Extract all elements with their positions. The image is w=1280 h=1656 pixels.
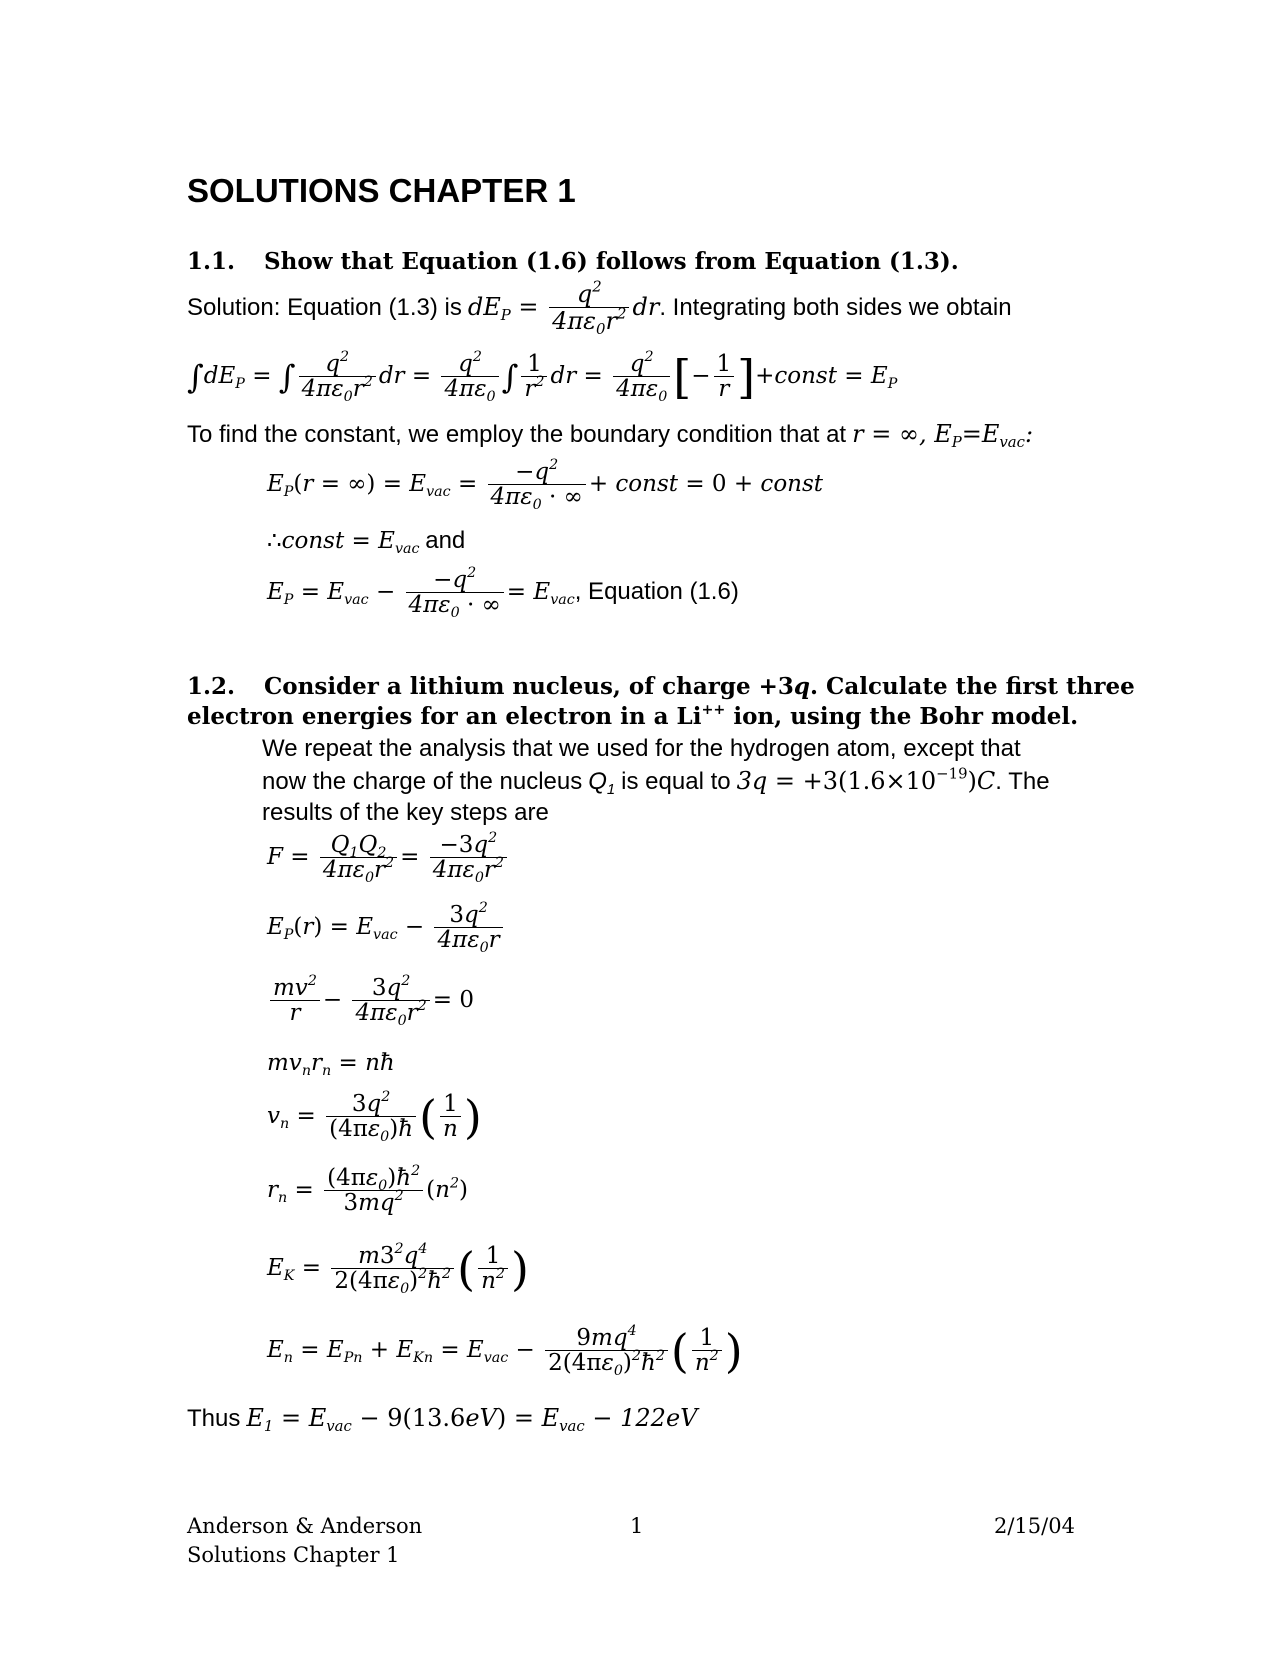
footer-date: 2/15/04 [994,1514,1075,1538]
problem-2-para-line3: results of the key steps are [262,799,549,826]
footer-page-number: 1 [630,1514,644,1538]
solution-intro-line [187,277,1012,339]
angular-momentum-equation: $mv_nr_n$ = nħ [267,1050,395,1079]
page-title: SOLUTIONS CHAPTER 1 [187,172,576,209]
force-equation: F = $\frac{Q_1Q_2}{4\pi\varepsilon_0r^2}$ = $\frac{-3q^2}{4\pi\varepsilon_0r^2}$ [267,833,510,883]
solution-intro-text: Solution: Equation (1.3) is [187,293,462,321]
result-value: 122eV [620,1404,698,1432]
kinetic-energy-equation: $E_K$ = $\frac{m3^2q^4}{2(4\pi\varepsilon_0)^2ħ^2}$ ( $\frac{1}{n^2}$ ) [267,1241,529,1298]
const-equation: ∴const = $E_{vac}$ and [267,527,466,557]
problem-2-heading-line2: electron energies for an electron in a Li++ ion, using the Bohr model. [187,702,1079,730]
integral-equation: $\int dE_P$ = ∫ $\frac{q^2}{4\pi\varepsilon_0r^2}$ dr = $\frac{q^2}{4\pi\varepsilon_0}$ ∫ $\frac{1}{r^2}$ dr = $\frac{q^2}{4\pi\varepsilon_0}$ [− $\frac{1}{r}$ ]+const = $E_P$ [187,349,898,406]
integrating-text: . Integrating both sides we obtain [659,293,1012,321]
problem-1-title: Show that Equation (1.6) follows from Equation (1.3). [264,248,959,275]
boundary-equation: $E_P(r$ = ∞) = $E_{vac}$ = $\frac{-q^2}{4\pi\varepsilon_0 \cdot \infty}$ + const = 0 + const [267,457,824,514]
equation-1-3: $dE_P$ = $\frac{q^2}{4\pi\varepsilon_0r^2}$ dr [467,277,660,339]
eq16-label: , Equation (1.6) [574,578,739,606]
boundary-condition-line: To find the constant, we employ the boundary condition that at r = ∞, $E_P=E_{vac}$: [187,420,1034,452]
problem-2-heading-a: Consider a lithium nucleus, of charge +3 [264,673,794,700]
and-text: and [425,527,466,554]
velocity-equation: $v_n$ = $\frac{3q^2}{(4\pi\varepsilon_0)ħ}$ ( $\frac{1}{n}$ ) [267,1089,482,1146]
result-line: Thus $E_1 = E_{vac} - 9(13.6eV) = E_{vac} - 122eV$ [187,1404,698,1436]
problem-2-number: 1.2. [187,673,236,700]
problem-1-heading [187,248,959,275]
radius-equation: $r_n$ = $\frac{(4\pi\varepsilon_0)ħ^2}{3mq^2}$ $(n^2)$ [267,1163,469,1217]
footer-subtitle: Solutions Chapter 1 [187,1543,400,1567]
thus-text: Thus [187,1405,241,1432]
equation-1-6: $E_P = E_{vac}$ − $\frac{-q^2}{4\pi\varepsilon_0 \cdot \infty}$ = $E_{vac}$, Equation (1.6) [267,565,739,622]
problem-2-heading-b: . Calculate the first three [810,673,1135,700]
problem-2-para-line1: We repeat the analysis that we used for the hydrogen atom, except that [262,735,1021,762]
boundary-text: To find the constant, we employ the boundary condition that at [187,421,847,448]
footer-authors: Anderson & Anderson [187,1514,423,1538]
problem-2-para-line2: now the charge of the nucleus $Q_1$ is equal to $3q = +3(1.6\times 10^{-19})C$. The [262,764,1050,799]
potential-energy-equation: $E_P(r) = E_{vac}$ − $\frac{3q^2}{4\pi\varepsilon_0r}$ [267,903,506,953]
problem-2-heading-line1: 1.2. Consider a lithium nucleus, of charge +3q. Calculate the first three [187,673,1135,700]
problem-1-number: 1.1. [187,248,236,275]
force-balance-equation: $\frac{mv^2}{r}$ − $\frac{3q^2}{4\pi\varepsilon_0r^2}$ = 0 [267,976,474,1026]
total-energy-equation: $E_n = E_{Pn} + E_{Kn} = E_{vac}$ − $\frac{9mq^4}{2(4\pi\varepsilon_0)^2ħ^2}$ ( $\frac{1}{n^2}$ ) [267,1323,743,1380]
